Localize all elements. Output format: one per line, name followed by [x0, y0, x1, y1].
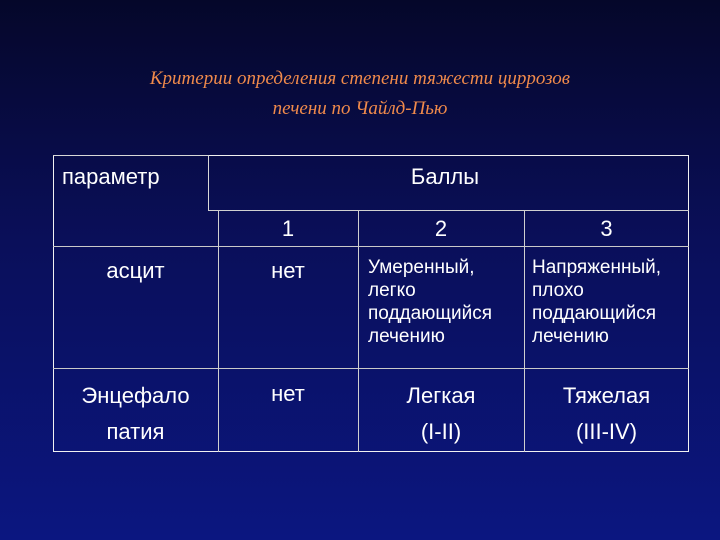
header-col-1: 1 — [281, 216, 295, 241]
row-encephalopathy-v2-line: Легкая — [406, 383, 476, 408]
row-ascites-name: асцит — [106, 258, 165, 283]
row-encephalopathy-name — [53, 378, 218, 450]
row-encephalopathy-v2 — [358, 378, 524, 450]
points-subheader-line — [208, 210, 689, 211]
row-ascites-v1: нет — [271, 258, 305, 283]
row-encephalopathy-v3 — [524, 378, 689, 450]
row-ascites-v2-line: лечению — [368, 326, 445, 347]
header-divider — [208, 155, 209, 210]
row-ascites-v3-line: Напряженный, — [532, 257, 662, 278]
header-col-3: 3 — [600, 216, 613, 241]
row-encephalopathy-v2-line: (I-II) — [420, 419, 462, 444]
row-ascites-v3-line: поддающийся — [532, 303, 657, 324]
row-encephalopathy-name-line: Энцефало — [81, 383, 190, 408]
row-encephalopathy-v1: нет — [271, 381, 305, 406]
header-points: Баллы — [410, 164, 480, 189]
row-divider-2 — [53, 368, 689, 369]
row-ascites-v2-line: Умеренный, — [368, 257, 475, 278]
row-divider-1 — [53, 246, 689, 247]
row-ascites-v2-line: легко — [368, 280, 416, 301]
row-ascites-v3-line: лечению — [532, 326, 609, 347]
row-ascites-v2 — [368, 256, 528, 348]
top-left-edge — [53, 155, 208, 156]
row-encephalopathy-v3-line: Тяжелая — [562, 383, 651, 408]
row-encephalopathy-v3-line: (III-IV) — [575, 419, 638, 444]
header-col-2: 2 — [434, 216, 448, 241]
row-ascites-v3-line: плохо — [532, 280, 584, 301]
title-line-1: Критерии определения степени тяжести циррозов — [149, 68, 571, 89]
title-line-2: печени по Чайлд-Пью — [272, 98, 448, 119]
header-param: параметр — [62, 164, 160, 189]
row-encephalopathy-name-line: патия — [106, 419, 165, 444]
row-ascites-v3 — [532, 256, 688, 348]
slide-title — [40, 64, 680, 124]
col-divider-1 — [218, 210, 219, 452]
row-ascites-v2-line: поддающийся — [368, 303, 493, 324]
